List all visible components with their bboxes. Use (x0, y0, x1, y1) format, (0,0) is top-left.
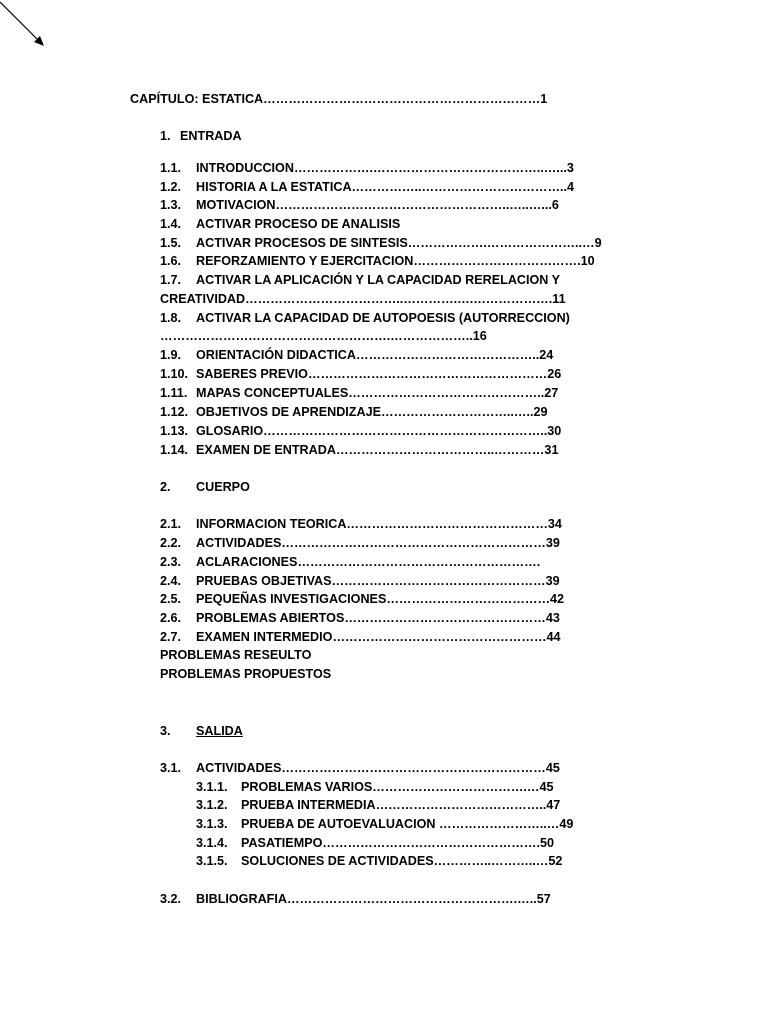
toc-text: ORIENTACIÓN DIDACTICA……………………………………..24 (196, 348, 554, 362)
toc-entry (160, 217, 400, 232)
toc-entry (160, 443, 558, 458)
toc-number: 1.1. (160, 161, 182, 175)
toc-subentry (196, 836, 554, 851)
toc-entry (160, 517, 562, 532)
toc-number: 2.1. (160, 517, 182, 531)
toc-text: OBJETIVOS DE APRENDIZAJE…………………………..…..29 (196, 405, 548, 419)
section-entrada-heading (160, 129, 242, 144)
toc-text: PRUEBAS OBJETIVAS……………………………………………39 (196, 574, 560, 588)
toc-text: BIBLIOGRAFIA……………………………………………….…..57 (196, 892, 551, 906)
toc-text: REFORZAMIENTO Y EJERCITACION………………………………….10 (196, 254, 595, 268)
toc-text: PROBLEMAS VARIOS……………………………….…45 (241, 780, 554, 794)
toc-entry (160, 555, 540, 570)
toc-number: 1.5. (160, 236, 182, 250)
toc-text: PRUEBA INTERMEDIA…………………………………..47 (241, 798, 561, 812)
toc-entry (160, 367, 561, 382)
toc-entry (160, 536, 560, 551)
toc-number: 1.2. (160, 180, 182, 194)
section-salida-heading (160, 724, 243, 739)
toc-number: 3.1.3. (196, 817, 228, 831)
toc-text: ACTIVIDADES………………………………………………………39 (196, 536, 560, 550)
toc-number: 1.12. (160, 405, 189, 419)
toc-entry (160, 386, 558, 401)
toc-text: ACTIVAR LA APLICACIÓN Y LA CAPACIDAD RERELACION Y (196, 273, 561, 287)
toc-text: SABERES PREVIO…………………………………………………26 (196, 367, 562, 381)
toc-entry (160, 348, 553, 363)
toc-number: 1.14. (160, 443, 189, 457)
toc-number: 2.6. (160, 611, 182, 625)
toc-subentry (196, 854, 562, 869)
toc-number: 1.10. (160, 367, 189, 381)
toc-number: 1.3. (160, 198, 182, 212)
toc-text: MOTIVACION………………………………………………..…..…...6 (196, 198, 559, 212)
toc-entry (160, 311, 570, 326)
toc-text: INFORMACION TEORICA…………………………………………34 (196, 517, 562, 531)
toc-entry-continuation (160, 292, 566, 307)
toc-entry (160, 273, 560, 288)
toc-number: 2.2. (160, 536, 182, 550)
toc-entry (160, 592, 564, 607)
toc-number: 1.11. (160, 386, 188, 400)
toc-entry (160, 405, 548, 420)
toc-number: 3.1.2. (196, 798, 228, 812)
toc-number: 3.1.1. (196, 780, 228, 794)
toc-entry (160, 424, 561, 439)
toc-entry (160, 198, 559, 213)
toc-number: 2.5. (160, 592, 182, 606)
toc-text: ACLARACIONES…………………………………………………. (196, 555, 541, 569)
toc-number: 2.4. (160, 574, 182, 588)
toc-text: EXAMEN DE ENTRADA………………………………..…………31 (196, 443, 559, 457)
toc-number: 1.6. (160, 254, 182, 268)
toc-extra-entry: PROBLEMAS RESEULTO (160, 648, 312, 662)
toc-number: 1.9. (160, 348, 182, 362)
section-label: ENTRADA (180, 129, 242, 143)
toc-text: PASATIEMPO…………………………………………….50 (241, 836, 554, 850)
toc-number: 3.1.4. (196, 836, 228, 850)
toc-text: PRUEBA DE AUTOEVALUACION ……………………..…49 (241, 817, 574, 831)
toc-number: 1.13. (160, 424, 189, 438)
toc-entry (160, 611, 560, 626)
toc-text: CREATIVIDAD………………………………..………….….……………….11 (160, 292, 566, 306)
toc-entry (160, 236, 602, 251)
toc-entry (160, 630, 561, 645)
section-label: SALIDA (196, 724, 243, 738)
toc-entry (160, 574, 560, 589)
toc-number: 2.3. (160, 555, 182, 569)
toc-text: MAPAS CONCEPTUALES………………………………………..27 (196, 386, 559, 400)
toc-text: ……………………………………………….………………..16 (160, 329, 487, 343)
toc-extra-entry: PROBLEMAS PROPUESTOS (160, 667, 332, 681)
toc-number: 1.4. (160, 217, 182, 231)
chapter-title: CAPÍTULO: ESTATICA…………………………………………………………1 (130, 92, 548, 106)
toc-entry (160, 761, 560, 776)
toc-subentry (196, 798, 560, 813)
toc-text: INTRODUCCION……………….…………………………………..…...3 (196, 161, 574, 175)
section-number: 3. (160, 724, 171, 738)
toc-text: ACTIVAR PROCESOS DE SINTESIS……………….…………………..…9 (196, 236, 602, 250)
toc-subentry (196, 780, 554, 795)
toc-number: 3.1.5. (196, 854, 228, 868)
toc-text: SOLUCIONES DE ACTIVIDADES…………..………..…52 (241, 854, 563, 868)
toc-entry (160, 892, 551, 907)
toc-number: 2.7. (160, 630, 182, 644)
section-number: 1. (160, 129, 171, 143)
toc-text: PROBLEMAS ABIERTOS…………………………………………43 (196, 611, 560, 625)
toc-entry (160, 180, 574, 195)
toc-text: PEQUEÑAS INVESTIGACIONES…………………………………42 (196, 592, 565, 606)
toc-number: 3.2. (160, 892, 182, 906)
toc-text: GLOSARIO…………………………………………………………..30 (196, 424, 562, 438)
toc-text: ACTIVIDADES………………………………………………………45 (196, 761, 560, 775)
toc-entry-continuation (160, 329, 487, 344)
section-number: 2. (160, 480, 171, 494)
toc-entry (160, 254, 595, 269)
corner-arrow-icon (0, 0, 60, 60)
toc-number: 1.7. (160, 273, 182, 287)
toc-text: HISTORIA A LA ESTATICA……………..……………………………..4 (196, 180, 575, 194)
toc-text: ACTIVAR LA CAPACIDAD DE AUTOPOESIS (AUTORRECCION) (196, 311, 570, 325)
toc-text: EXAMEN INTERMEDIO……………………………………………44 (196, 630, 561, 644)
toc-text: ACTIVAR PROCESO DE ANALISIS (196, 217, 401, 231)
section-cuerpo-heading (160, 480, 250, 495)
toc-entry (160, 161, 574, 176)
toc-number: 3.1. (160, 761, 182, 775)
section-label: CUERPO (196, 480, 250, 494)
toc-number: 1.8. (160, 311, 182, 325)
toc-subentry (196, 817, 573, 832)
